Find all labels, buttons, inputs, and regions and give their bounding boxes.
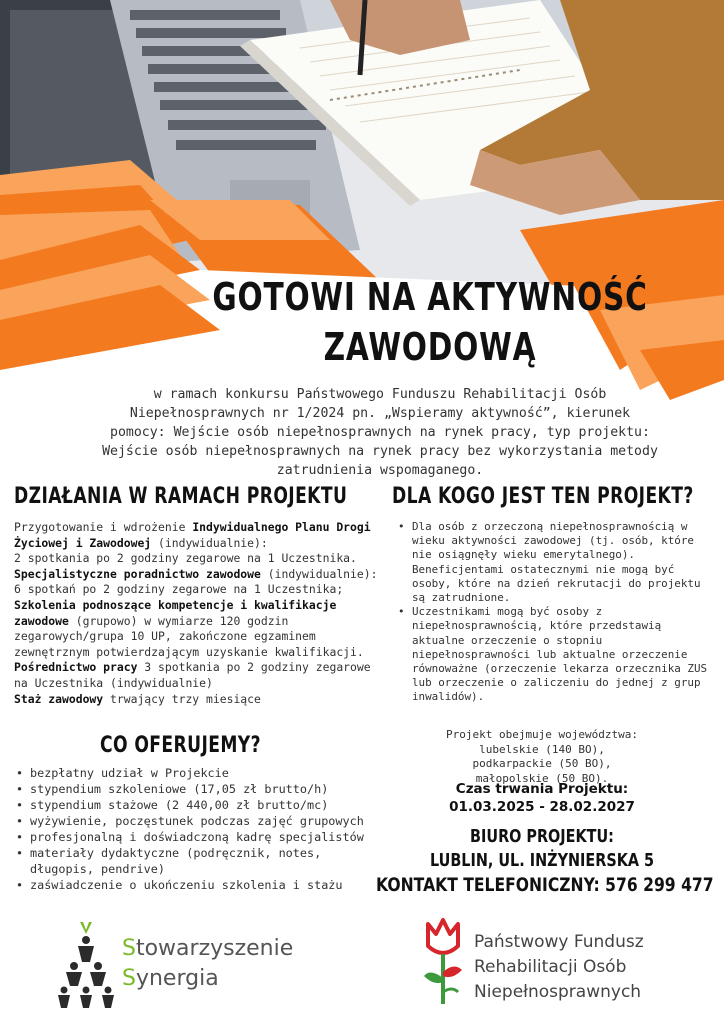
region-item: małopolskie (50 BO).: [475, 771, 609, 785]
duration: [392, 780, 692, 816]
pfron-line: Państwowy Fundusz: [474, 932, 644, 952]
list-item: • zaświadczenie o ukończeniu szkolenia i stażu: [14, 877, 384, 893]
actions-ipd-detail: 2 spotkania po 2 godziny zegarowe na 1 Uczestnika.: [14, 551, 357, 566]
list-item: • Uczestnikami mogą być osoby z niepełnosprawnością, które przedstawią aktualne orzeczenie o stopniu niepełnosprawności lub aktualne orzeczenie równoważne (orzeczenie lekarza orzecznika ZUS lub orzeczenie o zaliczeniu do jednej z grup inwalidów).: [392, 605, 712, 704]
actions-advice-rest: (indywidualnie): 6 spotkań po 2 godziny zegarowe na 1 Uczestnika;: [14, 566, 378, 597]
synergia-line-2-initial: S: [122, 966, 136, 991]
synergia-people-icon: [56, 922, 116, 1008]
tulip-icon: [418, 916, 468, 1008]
actions-agency-rest: 3 spotkania po 2 godziny zegarowe na Uczestnika (indywidualnie): [14, 660, 371, 690]
synergia-logo: [56, 920, 316, 1010]
actions-ipd-bold: Indywidualnego Planu Drogi Życiowej i Zawodowej: [14, 520, 371, 550]
region-item: podkarpackie (50 BO),: [472, 757, 612, 770]
actions-agency-bold: Pośrednictwo pracy: [14, 660, 138, 675]
synergia-name: [122, 934, 293, 994]
list-item: • profesjonalną i doświadczoną kadrę specjalistów: [14, 829, 384, 845]
pfron-logo: [418, 916, 718, 1012]
list-item: • Dla osób z orzeczoną niepełnosprawnością w wieku aktywności zawodowej (tj. osób, które nie osiągnęły wieku emerytalnego). Beneficjentami ostatecznymi nie mogą być osoby, które na dzień rekrutacji do projektu są zatrudnione.: [392, 520, 712, 605]
actions-intern-bold: Staż zawodowy: [14, 691, 104, 706]
target-list: [392, 520, 712, 705]
duration-dates: 01.03.2025 - 28.02.2027: [449, 799, 635, 815]
actions-section: [14, 520, 380, 707]
intro-text: w ramach konkursu Państwowego Funduszu Rehabilitacji Osób Niepełnosprawnych nr 1/2024 pn. „Wspieramy aktywność”, kierunek pomocy: Wejście osób niepełnosprawnych na rynek pracy, typ projektu: Wejście osób niepełnosprawnych na rynek pracy bez wykorzystania metody zatrudnienia wspomaganego.: [102, 387, 658, 478]
synergia-line-2-rest: ynergia: [135, 966, 219, 991]
pfron-line: Niepełnosprawnych: [474, 982, 642, 1002]
regions-intro: Projekt obejmuje województwa:: [445, 728, 639, 741]
actions-ipd-suffix: (indywidualnie):: [151, 535, 268, 550]
actions-ipd-prefix: Przygotowanie i wdrożenie: [14, 520, 193, 534]
pfron-name: [474, 930, 644, 1005]
actions-advice-bold: Specjalistyczne poradnictwo zawodowe: [14, 566, 261, 581]
office-address: LUBLIN, UL. INŻYNIERSKA 5: [429, 850, 655, 871]
actions-training-rest: (grupowo) w wymiarze 120 godzin zegarowych/grupa 10 UP, zakończone egzaminem zewnętrznym potwierdzającym uzyskanie kwalifikacji.: [14, 613, 364, 659]
pfron-line: Rehabilitacji Osób: [474, 957, 627, 977]
actions-intern: [14, 692, 380, 708]
region-item: lubelskie (140 BO),: [479, 742, 605, 756]
list-item: • materiały dydaktyczne (podręcznik, notes, długopis, pendrive): [14, 845, 384, 877]
list-item: • bezpłatny udział w Projekcie: [14, 765, 384, 781]
synergia-line-1: [122, 934, 293, 964]
list-item: • stypendium stażowe (2 440,00 zł brutto/mc): [14, 797, 384, 813]
synergia-line-2: [122, 964, 293, 994]
title-line-1: GOTOWI NA AKTYWNOŚĆ: [212, 275, 648, 319]
office: [392, 825, 692, 873]
page-title: [212, 272, 649, 372]
actions-ipd: [14, 520, 380, 551]
list-item: • wyżywienie, poczęstunek podczas zajęć grupowych: [14, 813, 384, 829]
offer-list: [14, 765, 384, 893]
phone-contact: KONTAKT TELEFONICZNY: 576 299 477: [376, 874, 714, 896]
list-item: • stypendium szkoleniowe (17,05 zł brutto/h): [14, 781, 384, 797]
actions-intern-rest: trwający trzy miesiące: [103, 691, 261, 706]
synergia-line-1-initial: S: [122, 936, 136, 961]
target-heading: DLA KOGO JEST TEN PROJEKT?: [392, 484, 694, 509]
actions-heading: DZIAŁANIA W RAMACH PROJEKTU: [14, 484, 348, 509]
offer-heading: CO OFERUJEMY?: [100, 733, 261, 758]
actions-training-bold: Szkolenia podnoszące kompetencje i kwalifikacje zawodowe: [14, 597, 337, 628]
synergia-line-1-rest: towarzyszenie: [135, 936, 294, 961]
title-line-2: ZAWODOWĄ: [323, 325, 537, 369]
regions: [392, 728, 692, 786]
duration-label: Czas trwania Projektu:: [455, 781, 629, 797]
office-label: BIURO PROJEKTU:: [470, 826, 614, 847]
actions-training: [14, 598, 380, 660]
actions-advice: [14, 567, 380, 598]
actions-agency: [14, 660, 380, 691]
